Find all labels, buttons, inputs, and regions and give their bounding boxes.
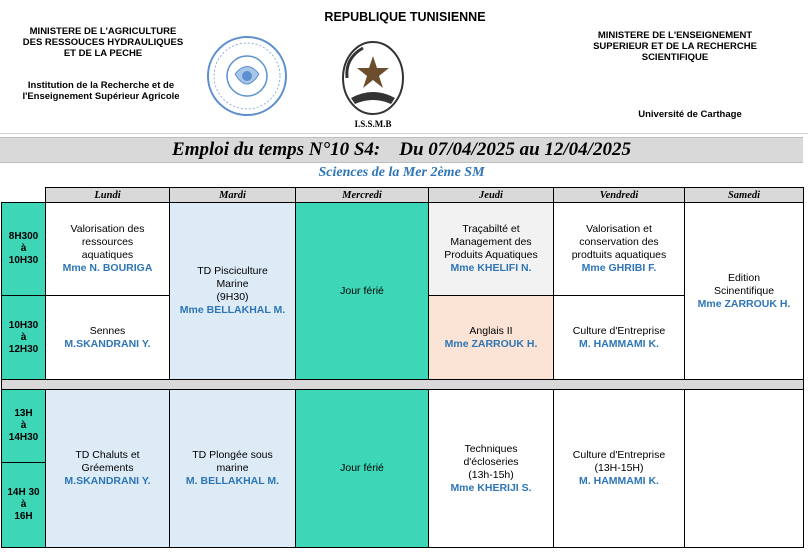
cell-samedi-pm	[684, 389, 804, 548]
cell-lundi-pm: TD Chaluts et Gréements M.SKANDRANI Y.	[45, 389, 170, 548]
cell-mardi-pm: TD Plongée sous marine M. BELLAKHAL M.	[169, 389, 296, 548]
day-header-lundi: Lundi	[45, 187, 170, 203]
time-slot-2: 10H30 à 12H30	[1, 295, 46, 380]
left-ministry: MINISTERE DE L'AGRICULTURE DES RESSOUCES HYDRAULIQUES ET DE LA PECHE	[22, 26, 184, 59]
page-subtitle: Sciences de la Mer 2ème SM	[318, 165, 485, 180]
time-slot-4: 14H 30 à 16H	[1, 462, 46, 548]
cell-mercredi-am: Jour férié	[295, 202, 429, 380]
cell-vendredi-1: Valorisation et conservation des prodtuits aquatiques Mme GHRIBI F.	[553, 202, 685, 296]
time-slot-3: 13H à 14H30	[1, 389, 46, 463]
stamp-logo	[205, 34, 289, 118]
left-institution: Institution de la Recherche et de l'Enseignement Supérieur Agricole	[22, 80, 180, 102]
cell-vendredi-pm: Culture d'Entreprise (13H-15H) M. HAMMAMI K.	[553, 389, 685, 548]
logo-text: I.S.S.M.B	[354, 119, 392, 129]
cell-vendredi-2: Culture d'Entreprise M. HAMMAMI K.	[553, 295, 685, 380]
day-header-samedi: Samedi	[684, 187, 804, 203]
day-header-mardi: Mardi	[169, 187, 296, 203]
cell-mercredi-pm: Jour férié	[295, 389, 429, 548]
cell-samedi-am: Edition Scinentifique Mme ZARROUK H.	[684, 202, 804, 380]
university-label: Université de Carthage	[638, 109, 742, 120]
cell-jeudi-2: Anglais II Mme ZARROUK H.	[428, 295, 554, 380]
cell-jeudi-1: Traçabilté et Management des Produits Aquatiques Mme KHELIFI N.	[428, 202, 554, 296]
republic-title: REPUBLIQUE TUNISIENNE	[324, 10, 486, 24]
page-title: Emploi du temps N°10 S4: Du 07/04/2025 au 12/04/2025	[0, 137, 803, 163]
cell-jeudi-pm: Techniques d'écloseries (13h-15h) Mme KHERIJI S.	[428, 389, 554, 548]
right-ministry: MINISTERE DE L'ENSEIGNEMENT SUPERIEUR ET DE LA RECHERCHE SCIENTIFIQUE	[593, 30, 757, 63]
day-header-mercredi: Mercredi	[295, 187, 429, 203]
day-header-vendredi: Vendredi	[553, 187, 685, 203]
day-header-jeudi: Jeudi	[428, 187, 554, 203]
time-slot-1: 8H300 à 10H30	[1, 202, 46, 296]
issmb-logo	[333, 38, 413, 130]
cell-lundi-1: Valorisation des ressources aquatiques Mme N. BOURIGA	[45, 202, 170, 296]
cell-mardi-am: TD Pisciculture Marine (9H30) Mme BELLAKHAL M.	[169, 202, 296, 380]
cell-lundi-2: Sennes M.SKANDRANI Y.	[45, 295, 170, 380]
